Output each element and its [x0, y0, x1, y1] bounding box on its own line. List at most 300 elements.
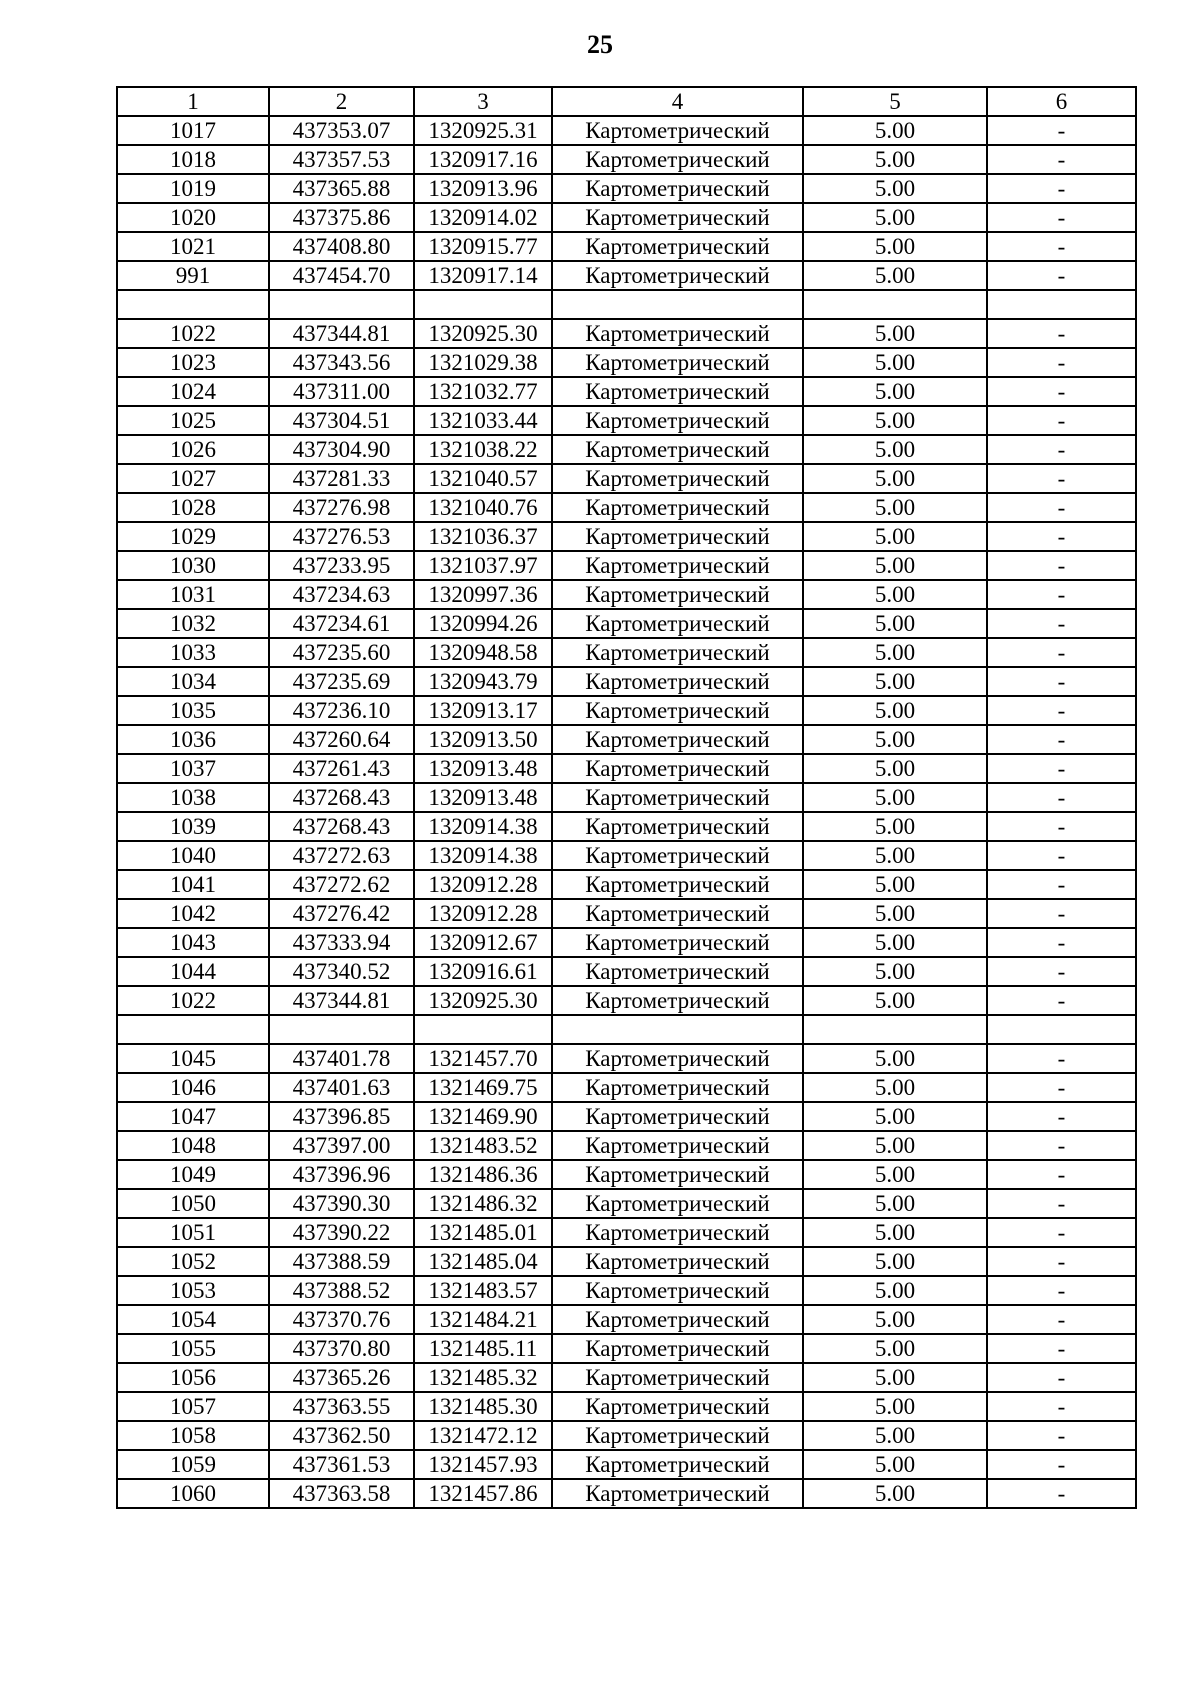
- table-row: [117, 667, 1136, 696]
- note-cell: -: [987, 1421, 1136, 1450]
- x-coordinate-cell: 437268.43: [269, 783, 414, 812]
- note-cell: -: [987, 1450, 1136, 1479]
- x-coordinate-cell: 437401.63: [269, 1073, 414, 1102]
- note-cell: -: [987, 1189, 1136, 1218]
- method-cell: Картометрический: [552, 1276, 803, 1305]
- accuracy-cell: 5.00: [803, 1450, 987, 1479]
- accuracy-cell: 5.00: [803, 1276, 987, 1305]
- table-row: [117, 1189, 1136, 1218]
- y-coordinate-cell: 1320943.79: [414, 667, 552, 696]
- accuracy-cell: [803, 290, 987, 319]
- table-row: [117, 406, 1136, 435]
- accuracy-cell: 5.00: [803, 1044, 987, 1073]
- x-coordinate-cell: 437260.64: [269, 725, 414, 754]
- method-cell: Картометрический: [552, 870, 803, 899]
- table-row: [117, 1160, 1136, 1189]
- note-cell: -: [987, 493, 1136, 522]
- coordinates-table: [116, 86, 1137, 1509]
- method-cell: Картометрический: [552, 957, 803, 986]
- note-cell: -: [987, 812, 1136, 841]
- method-cell: Картометрический: [552, 1334, 803, 1363]
- y-coordinate-cell: 1320925.30: [414, 986, 552, 1015]
- note-cell: -: [987, 435, 1136, 464]
- y-coordinate-cell: 1321484.21: [414, 1305, 552, 1334]
- x-coordinate-cell: 437333.94: [269, 928, 414, 957]
- accuracy-cell: 5.00: [803, 145, 987, 174]
- accuracy-cell: 5.00: [803, 232, 987, 261]
- point-number-cell: 1027: [117, 464, 269, 493]
- x-coordinate-cell: 437340.52: [269, 957, 414, 986]
- x-coordinate-cell: 437272.62: [269, 870, 414, 899]
- x-coordinate-cell: 437390.22: [269, 1218, 414, 1247]
- method-cell: Картометрический: [552, 203, 803, 232]
- accuracy-cell: 5.00: [803, 1363, 987, 1392]
- note-cell: -: [987, 377, 1136, 406]
- note-cell: -: [987, 1305, 1136, 1334]
- point-number-cell: 1023: [117, 348, 269, 377]
- table-row: [117, 1218, 1136, 1247]
- table-row: [117, 725, 1136, 754]
- method-cell: Картометрический: [552, 1131, 803, 1160]
- x-coordinate-cell: 437344.81: [269, 986, 414, 1015]
- page-number: 25: [587, 30, 613, 59]
- table-row: [117, 232, 1136, 261]
- accuracy-cell: 5.00: [803, 580, 987, 609]
- table-row: [117, 493, 1136, 522]
- note-cell: -: [987, 1247, 1136, 1276]
- method-cell: Картометрический: [552, 232, 803, 261]
- x-coordinate-cell: 437343.56: [269, 348, 414, 377]
- y-coordinate-cell: 1321040.57: [414, 464, 552, 493]
- table-row: [117, 377, 1136, 406]
- point-number-cell: 1047: [117, 1102, 269, 1131]
- accuracy-cell: 5.00: [803, 783, 987, 812]
- accuracy-cell: 5.00: [803, 725, 987, 754]
- x-coordinate-cell: 437365.88: [269, 174, 414, 203]
- accuracy-cell: 5.00: [803, 464, 987, 493]
- x-coordinate-cell: 437362.50: [269, 1421, 414, 1450]
- note-cell: -: [987, 1392, 1136, 1421]
- note-cell: -: [987, 1044, 1136, 1073]
- x-coordinate-cell: 437388.52: [269, 1276, 414, 1305]
- method-cell: Картометрический: [552, 812, 803, 841]
- accuracy-cell: 5.00: [803, 1189, 987, 1218]
- point-number-cell: 1017: [117, 116, 269, 145]
- table-row: [117, 319, 1136, 348]
- x-coordinate-cell: 437234.63: [269, 580, 414, 609]
- x-coordinate-cell: 437396.96: [269, 1160, 414, 1189]
- table-row: [117, 1479, 1136, 1508]
- table-row: [117, 1247, 1136, 1276]
- point-number-cell: [117, 290, 269, 319]
- table-row: [117, 174, 1136, 203]
- note-cell: -: [987, 522, 1136, 551]
- point-number-cell: 1020: [117, 203, 269, 232]
- table-row: [117, 1421, 1136, 1450]
- point-number-cell: 1050: [117, 1189, 269, 1218]
- table-row: [117, 957, 1136, 986]
- note-cell: -: [987, 319, 1136, 348]
- accuracy-cell: 5.00: [803, 986, 987, 1015]
- x-coordinate-cell: 437363.55: [269, 1392, 414, 1421]
- x-coordinate-cell: 437363.58: [269, 1479, 414, 1508]
- method-cell: Картометрический: [552, 696, 803, 725]
- note-cell: -: [987, 232, 1136, 261]
- table-row: [117, 435, 1136, 464]
- y-coordinate-cell: 1320913.96: [414, 174, 552, 203]
- x-coordinate-cell: 437365.26: [269, 1363, 414, 1392]
- accuracy-cell: 5.00: [803, 754, 987, 783]
- method-cell: Картометрический: [552, 1450, 803, 1479]
- point-number-cell: 1029: [117, 522, 269, 551]
- method-cell: Картометрический: [552, 261, 803, 290]
- accuracy-cell: 5.00: [803, 928, 987, 957]
- point-number-cell: 1058: [117, 1421, 269, 1450]
- x-coordinate-cell: 437235.69: [269, 667, 414, 696]
- table-row: [117, 1450, 1136, 1479]
- table-row: [117, 1276, 1136, 1305]
- note-cell: -: [987, 783, 1136, 812]
- accuracy-cell: 5.00: [803, 261, 987, 290]
- y-coordinate-cell: 1321485.30: [414, 1392, 552, 1421]
- y-coordinate-cell: 1320914.02: [414, 203, 552, 232]
- y-coordinate-cell: 1321486.32: [414, 1189, 552, 1218]
- method-cell: Картометрический: [552, 348, 803, 377]
- point-number-cell: 991: [117, 261, 269, 290]
- note-cell: -: [987, 203, 1136, 232]
- note-cell: -: [987, 261, 1136, 290]
- method-cell: Картометрический: [552, 1044, 803, 1073]
- table-row: [117, 754, 1136, 783]
- y-coordinate-cell: 1320912.28: [414, 870, 552, 899]
- y-coordinate-cell: 1320917.16: [414, 145, 552, 174]
- table-row: [117, 928, 1136, 957]
- method-cell: Картометрический: [552, 1363, 803, 1392]
- accuracy-cell: 5.00: [803, 551, 987, 580]
- point-number-cell: 1039: [117, 812, 269, 841]
- point-number-cell: 1043: [117, 928, 269, 957]
- x-coordinate-cell: 437276.42: [269, 899, 414, 928]
- point-number-cell: 1022: [117, 986, 269, 1015]
- note-cell: -: [987, 986, 1136, 1015]
- x-coordinate-cell: 437408.80: [269, 232, 414, 261]
- method-cell: Картометрический: [552, 1247, 803, 1276]
- table-row: [117, 609, 1136, 638]
- y-coordinate-cell: 1320925.30: [414, 319, 552, 348]
- method-cell: Картометрический: [552, 928, 803, 957]
- y-coordinate-cell: 1321485.04: [414, 1247, 552, 1276]
- x-coordinate-cell: 437353.07: [269, 116, 414, 145]
- accuracy-cell: 5.00: [803, 348, 987, 377]
- x-coordinate-cell: 437304.51: [269, 406, 414, 435]
- y-coordinate-cell: 1321040.76: [414, 493, 552, 522]
- note-cell: -: [987, 1073, 1136, 1102]
- note-cell: -: [987, 609, 1136, 638]
- note-cell: -: [987, 754, 1136, 783]
- note-cell: -: [987, 899, 1136, 928]
- method-cell: Картометрический: [552, 1305, 803, 1334]
- accuracy-cell: 5.00: [803, 493, 987, 522]
- accuracy-cell: 5.00: [803, 1218, 987, 1247]
- header-cell-5: 5: [803, 87, 987, 116]
- point-number-cell: 1031: [117, 580, 269, 609]
- y-coordinate-cell: 1320913.50: [414, 725, 552, 754]
- accuracy-cell: 5.00: [803, 377, 987, 406]
- x-coordinate-cell: 437304.90: [269, 435, 414, 464]
- table-row: [117, 1392, 1136, 1421]
- y-coordinate-cell: 1320914.38: [414, 841, 552, 870]
- method-cell: Картометрический: [552, 522, 803, 551]
- method-cell: Картометрический: [552, 493, 803, 522]
- table-body: [117, 116, 1136, 1508]
- method-cell: Картометрический: [552, 1102, 803, 1131]
- x-coordinate-cell: 437357.53: [269, 145, 414, 174]
- table-row: [117, 899, 1136, 928]
- note-cell: -: [987, 174, 1136, 203]
- accuracy-cell: 5.00: [803, 870, 987, 899]
- accuracy-cell: 5.00: [803, 1247, 987, 1276]
- point-number-cell: 1032: [117, 609, 269, 638]
- table-row: [117, 580, 1136, 609]
- method-cell: Картометрический: [552, 1479, 803, 1508]
- accuracy-cell: 5.00: [803, 899, 987, 928]
- note-cell: -: [987, 957, 1136, 986]
- y-coordinate-cell: 1320997.36: [414, 580, 552, 609]
- accuracy-cell: 5.00: [803, 812, 987, 841]
- note-cell: -: [987, 841, 1136, 870]
- header-cell-1: 1: [117, 87, 269, 116]
- method-cell: Картометрический: [552, 435, 803, 464]
- x-coordinate-cell: 437281.33: [269, 464, 414, 493]
- method-cell: Картометрический: [552, 667, 803, 696]
- point-number-cell: 1038: [117, 783, 269, 812]
- note-cell: -: [987, 1363, 1136, 1392]
- table-row: [117, 783, 1136, 812]
- point-number-cell: 1045: [117, 1044, 269, 1073]
- point-number-cell: 1040: [117, 841, 269, 870]
- x-coordinate-cell: 437388.59: [269, 1247, 414, 1276]
- note-cell: -: [987, 580, 1136, 609]
- note-cell: -: [987, 638, 1136, 667]
- method-cell: Картометрический: [552, 174, 803, 203]
- table-row: [117, 261, 1136, 290]
- table-row: [117, 203, 1136, 232]
- y-coordinate-cell: 1321037.97: [414, 551, 552, 580]
- table-row: [117, 1102, 1136, 1131]
- accuracy-cell: 5.00: [803, 1392, 987, 1421]
- method-cell: [552, 1015, 803, 1044]
- point-number-cell: 1042: [117, 899, 269, 928]
- method-cell: Картометрический: [552, 406, 803, 435]
- y-coordinate-cell: 1320994.26: [414, 609, 552, 638]
- table-row: [117, 1073, 1136, 1102]
- method-cell: [552, 290, 803, 319]
- accuracy-cell: 5.00: [803, 203, 987, 232]
- point-number-cell: 1034: [117, 667, 269, 696]
- method-cell: Картометрический: [552, 580, 803, 609]
- method-cell: Картометрический: [552, 1421, 803, 1450]
- accuracy-cell: 5.00: [803, 609, 987, 638]
- accuracy-cell: 5.00: [803, 667, 987, 696]
- y-coordinate-cell: 1321485.32: [414, 1363, 552, 1392]
- method-cell: Картометрический: [552, 783, 803, 812]
- x-coordinate-cell: 437272.63: [269, 841, 414, 870]
- point-number-cell: 1060: [117, 1479, 269, 1508]
- table-row: [117, 638, 1136, 667]
- note-cell: -: [987, 1334, 1136, 1363]
- note-cell: -: [987, 928, 1136, 957]
- point-number-cell: 1049: [117, 1160, 269, 1189]
- method-cell: Картометрический: [552, 1073, 803, 1102]
- point-number-cell: 1052: [117, 1247, 269, 1276]
- table-row: [117, 348, 1136, 377]
- method-cell: Картометрический: [552, 638, 803, 667]
- accuracy-cell: 5.00: [803, 696, 987, 725]
- accuracy-cell: 5.00: [803, 435, 987, 464]
- accuracy-cell: 5.00: [803, 319, 987, 348]
- y-coordinate-cell: 1320913.48: [414, 754, 552, 783]
- x-coordinate-cell: [269, 1015, 414, 1044]
- point-number-cell: 1019: [117, 174, 269, 203]
- y-coordinate-cell: 1321457.86: [414, 1479, 552, 1508]
- note-cell: -: [987, 1160, 1136, 1189]
- x-coordinate-cell: 437261.43: [269, 754, 414, 783]
- note-cell: -: [987, 1218, 1136, 1247]
- point-number-cell: 1018: [117, 145, 269, 174]
- x-coordinate-cell: 437396.85: [269, 1102, 414, 1131]
- y-coordinate-cell: 1321457.70: [414, 1044, 552, 1073]
- y-coordinate-cell: 1321483.52: [414, 1131, 552, 1160]
- method-cell: Картометрический: [552, 986, 803, 1015]
- y-coordinate-cell: 1320916.61: [414, 957, 552, 986]
- accuracy-cell: 5.00: [803, 1479, 987, 1508]
- x-coordinate-cell: 437276.98: [269, 493, 414, 522]
- y-coordinate-cell: 1321469.90: [414, 1102, 552, 1131]
- point-number-cell: 1051: [117, 1218, 269, 1247]
- x-coordinate-cell: 437370.80: [269, 1334, 414, 1363]
- method-cell: Картометрический: [552, 464, 803, 493]
- note-cell: [987, 290, 1136, 319]
- point-number-cell: 1024: [117, 377, 269, 406]
- x-coordinate-cell: 437233.95: [269, 551, 414, 580]
- point-number-cell: 1026: [117, 435, 269, 464]
- accuracy-cell: 5.00: [803, 1421, 987, 1450]
- point-number-cell: 1033: [117, 638, 269, 667]
- point-number-cell: 1037: [117, 754, 269, 783]
- x-coordinate-cell: 437370.76: [269, 1305, 414, 1334]
- method-cell: Картометрический: [552, 754, 803, 783]
- y-coordinate-cell: 1320913.17: [414, 696, 552, 725]
- accuracy-cell: 5.00: [803, 1334, 987, 1363]
- point-number-cell: 1059: [117, 1450, 269, 1479]
- accuracy-cell: 5.00: [803, 1102, 987, 1131]
- y-coordinate-cell: 1321033.44: [414, 406, 552, 435]
- point-number-cell: 1057: [117, 1392, 269, 1421]
- accuracy-cell: 5.00: [803, 638, 987, 667]
- note-cell: -: [987, 464, 1136, 493]
- method-cell: Картометрический: [552, 145, 803, 174]
- y-coordinate-cell: 1320914.38: [414, 812, 552, 841]
- x-coordinate-cell: 437311.00: [269, 377, 414, 406]
- table-row: [117, 812, 1136, 841]
- note-cell: -: [987, 1131, 1136, 1160]
- y-coordinate-cell: 1321036.37: [414, 522, 552, 551]
- y-coordinate-cell: 1321472.12: [414, 1421, 552, 1450]
- point-number-cell: 1054: [117, 1305, 269, 1334]
- point-number-cell: [117, 1015, 269, 1044]
- x-coordinate-cell: 437454.70: [269, 261, 414, 290]
- table-row: [117, 522, 1136, 551]
- point-number-cell: 1035: [117, 696, 269, 725]
- accuracy-cell: 5.00: [803, 116, 987, 145]
- x-coordinate-cell: 437397.00: [269, 1131, 414, 1160]
- method-cell: Картометрический: [552, 841, 803, 870]
- table-row: [117, 1015, 1136, 1044]
- header-cell-6: 6: [987, 87, 1136, 116]
- accuracy-cell: 5.00: [803, 1073, 987, 1102]
- note-cell: -: [987, 348, 1136, 377]
- y-coordinate-cell: 1321483.57: [414, 1276, 552, 1305]
- method-cell: Картометрический: [552, 609, 803, 638]
- table-row: [117, 1131, 1136, 1160]
- point-number-cell: 1025: [117, 406, 269, 435]
- accuracy-cell: 5.00: [803, 406, 987, 435]
- point-number-cell: 1030: [117, 551, 269, 580]
- method-cell: Картометрический: [552, 1218, 803, 1247]
- method-cell: Картометрический: [552, 1189, 803, 1218]
- method-cell: Картометрический: [552, 116, 803, 145]
- accuracy-cell: 5.00: [803, 1160, 987, 1189]
- table-row: [117, 1363, 1136, 1392]
- header-cell-2: 2: [269, 87, 414, 116]
- y-coordinate-cell: 1321485.01: [414, 1218, 552, 1247]
- point-number-cell: 1056: [117, 1363, 269, 1392]
- y-coordinate-cell: 1320925.31: [414, 116, 552, 145]
- point-number-cell: 1028: [117, 493, 269, 522]
- x-coordinate-cell: [269, 290, 414, 319]
- method-cell: Картометрический: [552, 319, 803, 348]
- y-coordinate-cell: 1320917.14: [414, 261, 552, 290]
- header-cell-4: 4: [552, 87, 803, 116]
- point-number-cell: 1041: [117, 870, 269, 899]
- table-header: [117, 87, 1136, 116]
- point-number-cell: 1036: [117, 725, 269, 754]
- y-coordinate-cell: 1321038.22: [414, 435, 552, 464]
- note-cell: -: [987, 725, 1136, 754]
- table-row: [117, 870, 1136, 899]
- method-cell: Картометрический: [552, 725, 803, 754]
- y-coordinate-cell: 1321457.93: [414, 1450, 552, 1479]
- point-number-cell: 1053: [117, 1276, 269, 1305]
- accuracy-cell: 5.00: [803, 957, 987, 986]
- y-coordinate-cell: 1320915.77: [414, 232, 552, 261]
- y-coordinate-cell: 1321485.11: [414, 1334, 552, 1363]
- note-cell: [987, 1015, 1136, 1044]
- method-cell: Картометрический: [552, 899, 803, 928]
- table-row: [117, 1305, 1136, 1334]
- point-number-cell: 1048: [117, 1131, 269, 1160]
- y-coordinate-cell: 1321029.38: [414, 348, 552, 377]
- x-coordinate-cell: 437390.30: [269, 1189, 414, 1218]
- note-cell: -: [987, 145, 1136, 174]
- table-row: [117, 116, 1136, 145]
- table-row: [117, 145, 1136, 174]
- accuracy-cell: 5.00: [803, 522, 987, 551]
- table-row: [117, 1334, 1136, 1363]
- y-coordinate-cell: 1320948.58: [414, 638, 552, 667]
- x-coordinate-cell: 437235.60: [269, 638, 414, 667]
- table-row: [117, 696, 1136, 725]
